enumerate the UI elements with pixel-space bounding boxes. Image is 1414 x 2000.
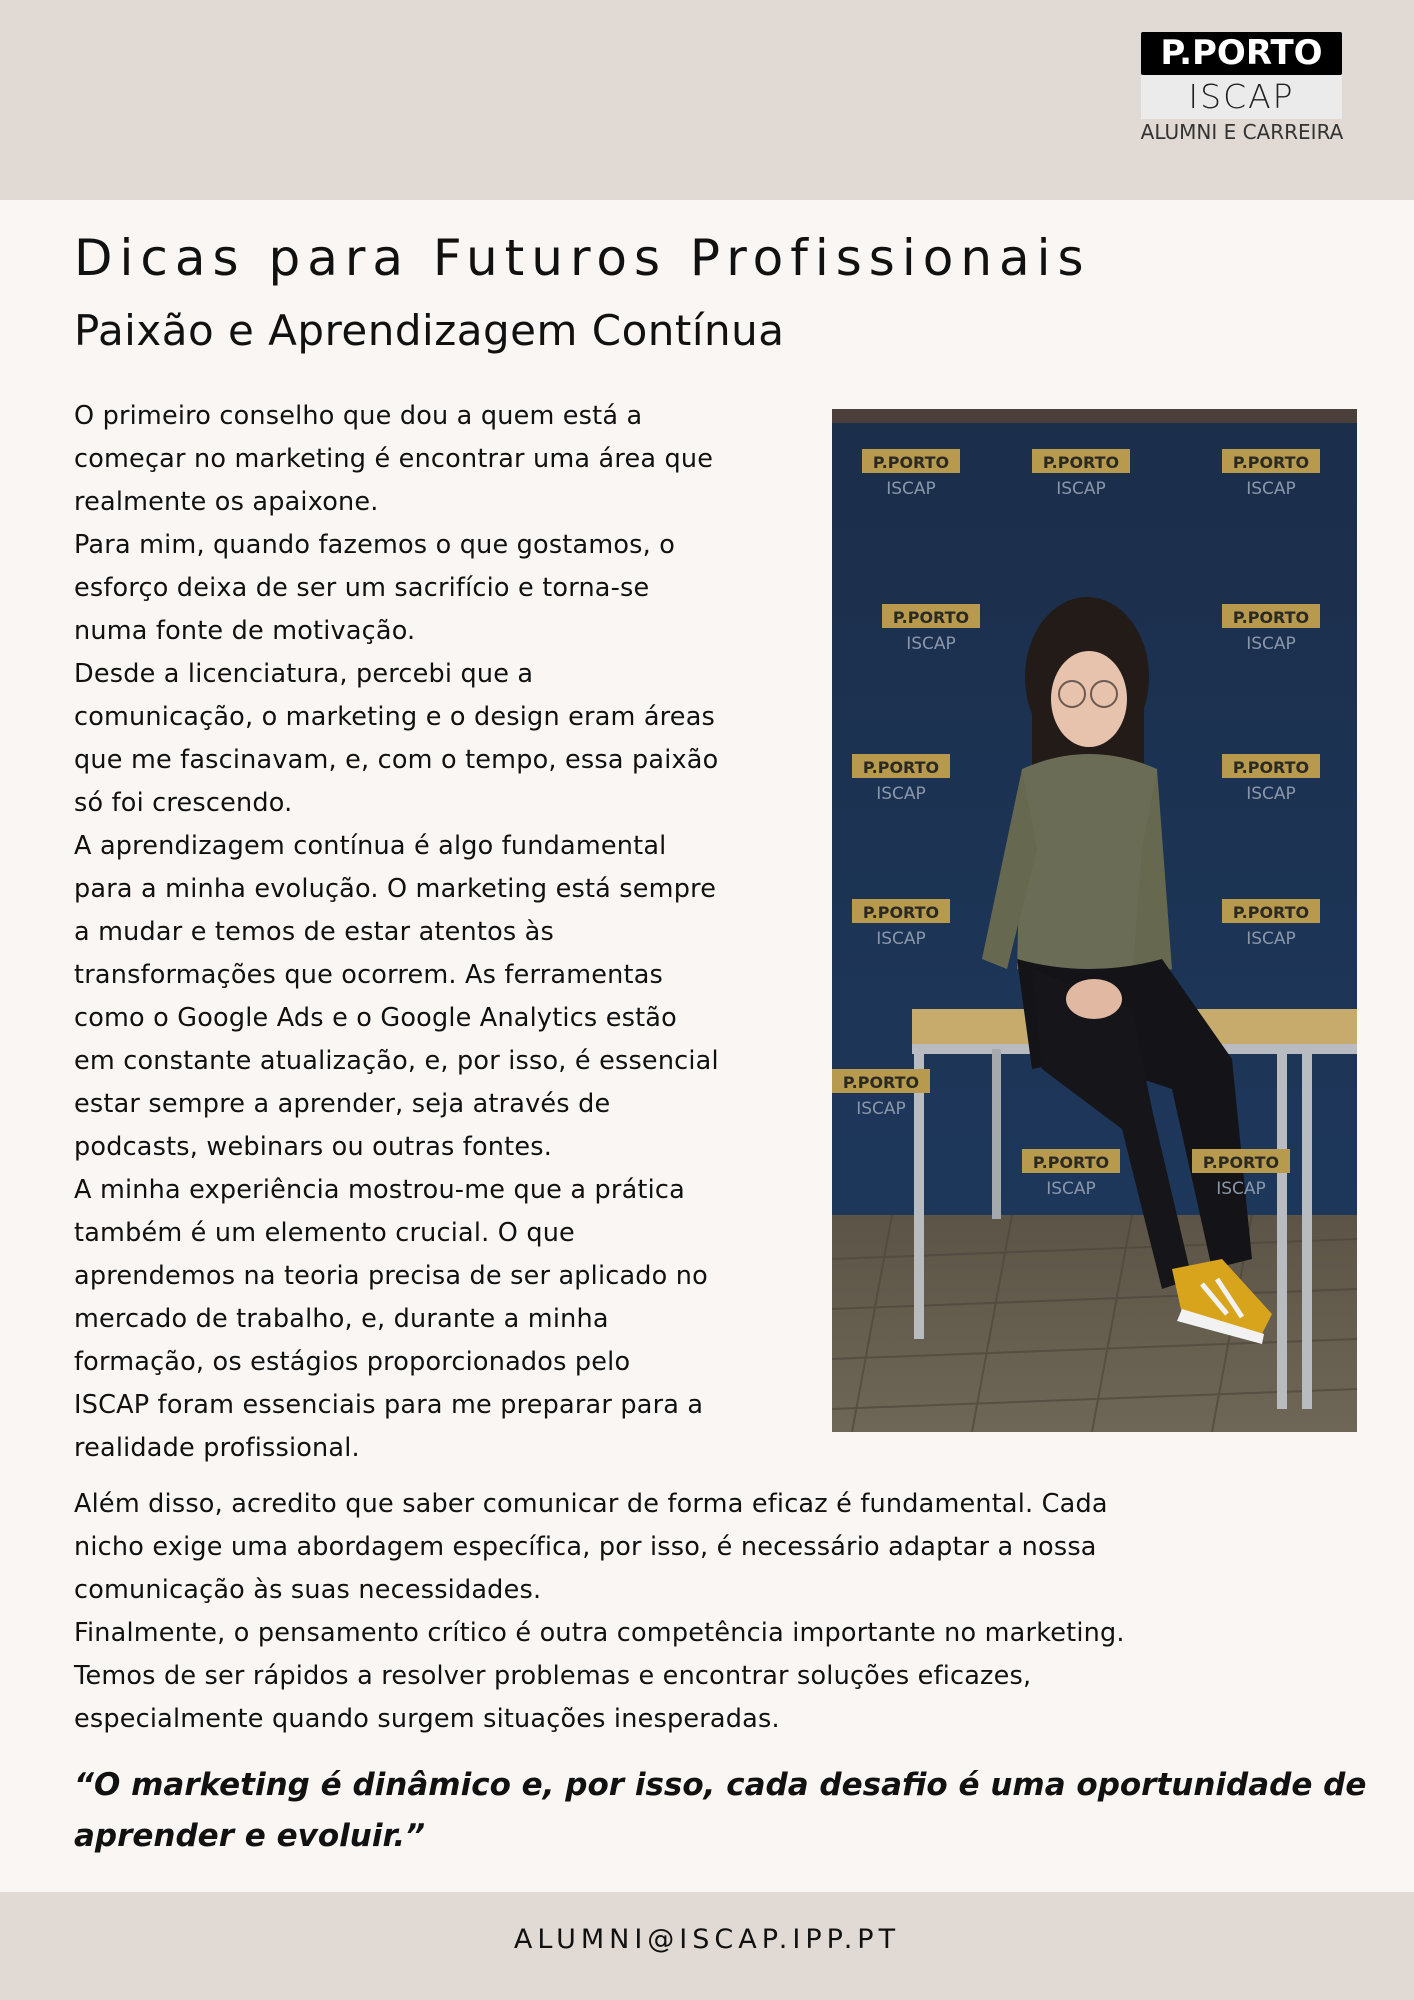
text-line: formação, os estágios proporcionados pelo [74,1347,631,1377]
contact-email[interactable]: ALUMNI@ISCAP.IPP.PT [513,1924,901,1955]
article-column-text [74,395,834,1470]
svg-text:P.PORTO: P.PORTO [842,1073,920,1092]
paragraph [74,1169,834,1470]
highlight-quote [74,1760,1374,1862]
svg-text:ISCAP: ISCAP [876,929,926,949]
logo-iscap: ISCAP [1141,75,1342,119]
text-line: transformações que ocorrem. As ferramentas [74,960,664,990]
quote-line: “O marketing é dinâmico e, por isso, cada desafio é uma oportunidade de [74,1767,1367,1803]
text-line: O primeiro conselho que dou a quem está a [74,401,643,431]
paragraph [74,1612,1374,1741]
header-band [0,0,1414,200]
svg-text:P.PORTO: P.PORTO [862,903,940,922]
text-line: estar sempre a aprender, seja através de [74,1089,611,1119]
svg-text:P.PORTO: P.PORTO [892,608,970,627]
svg-text:ISCAP: ISCAP [1246,929,1296,949]
text-line: aprendemos na teoria precisa de ser aplicado no [74,1261,708,1291]
svg-text:ISCAP: ISCAP [1216,1179,1266,1199]
svg-text:ISCAP: ISCAP [876,784,926,804]
text-line: especialmente quando surgem situações inesperadas. [74,1704,780,1734]
text-line: ISCAP foram essenciais para me preparar para a [74,1390,704,1420]
text-line: realmente os apaixone. [74,487,379,517]
svg-text:P.PORTO: P.PORTO [1232,608,1310,627]
article-full-width-text [74,1483,1374,1741]
svg-text:ISCAP: ISCAP [1246,634,1296,654]
svg-text:ISCAP: ISCAP [1246,784,1296,804]
text-line: mercado de trabalho, e, durante a minha [74,1304,609,1334]
text-line: só foi crescendo. [74,788,293,818]
svg-text:P.PORTO: P.PORTO [1232,758,1310,777]
text-line: realidade profissional. [74,1433,360,1463]
text-line: como o Google Ads e o Google Analytics estão [74,1003,677,1033]
text-line: que me fascinavam, e, com o tempo, essa paixão [74,745,719,775]
svg-text:P.PORTO: P.PORTO [1232,453,1310,472]
logo-subtitle: ALUMNI E CARREIRA [1140,120,1344,144]
photo-illustration [832,409,1357,1432]
portrait-photo [832,409,1357,1432]
svg-text:P.PORTO: P.PORTO [1032,1153,1110,1172]
text-line: A minha experiência mostrou-me que a prática [74,1175,685,1205]
page-subtitle: Paixão e Aprendizagem Contínua [74,306,785,355]
text-line: Finalmente, o pensamento crítico é outra competência importante no marketing. [74,1618,1125,1648]
text-line: comunicação, o marketing e o design eram áreas [74,702,716,732]
svg-text:P.PORTO: P.PORTO [1232,903,1310,922]
svg-text:ISCAP: ISCAP [856,1099,906,1119]
text-line: Além disso, acredito que saber comunicar de forma eficaz é fundamental. Cada [74,1489,1108,1519]
text-line: começar no marketing é encontrar uma área que [74,444,714,474]
text-line: A aprendizagem contínua é algo fundamental [74,831,667,861]
paragraph [74,825,834,1169]
svg-text:ISCAP: ISCAP [1056,479,1106,499]
quote-line: aprender e evoluir.” [74,1818,426,1854]
svg-text:ISCAP: ISCAP [886,479,936,499]
svg-text:P.PORTO: P.PORTO [1202,1153,1280,1172]
text-line: comunicação às suas necessidades. [74,1575,542,1605]
svg-text:ISCAP: ISCAP [906,634,956,654]
text-line: também é um elemento crucial. O que [74,1218,575,1248]
svg-text:P.PORTO: P.PORTO [862,758,940,777]
svg-text:ISCAP: ISCAP [1046,1179,1096,1199]
svg-text:ISCAP: ISCAP [1246,479,1296,499]
logo-pporto: P.PORTO [1141,32,1342,75]
paragraph [74,395,834,524]
text-line: Temos de ser rápidos a resolver problemas e encontrar soluções eficazes, [74,1661,1032,1691]
text-line: podcasts, webinars ou outras fontes. [74,1132,553,1162]
text-line: para a minha evolução. O marketing está sempre [74,874,717,904]
paragraph [74,524,834,653]
text-line: nicho exige uma abordagem específica, por isso, é necessário adaptar a nossa [74,1532,1097,1562]
paragraph [74,653,834,825]
text-line: em constante atualização, e, por isso, é essencial [74,1046,719,1076]
text-line: Desde a licenciatura, percebi que a [74,659,534,689]
svg-text:P.PORTO: P.PORTO [872,453,950,472]
page-title: Dicas para Futuros Profissionais [74,229,1091,287]
text-line: a mudar e temos de estar atentos às [74,917,554,947]
text-line: Para mim, quando fazemos o que gostamos, o [74,530,676,560]
paragraph [74,1483,1374,1612]
text-line: numa fonte de motivação. [74,616,416,646]
footer-band [0,1892,1414,2000]
text-line: esforço deixa de ser um sacrifício e torna-se [74,573,650,603]
svg-text:P.PORTO: P.PORTO [1042,453,1120,472]
